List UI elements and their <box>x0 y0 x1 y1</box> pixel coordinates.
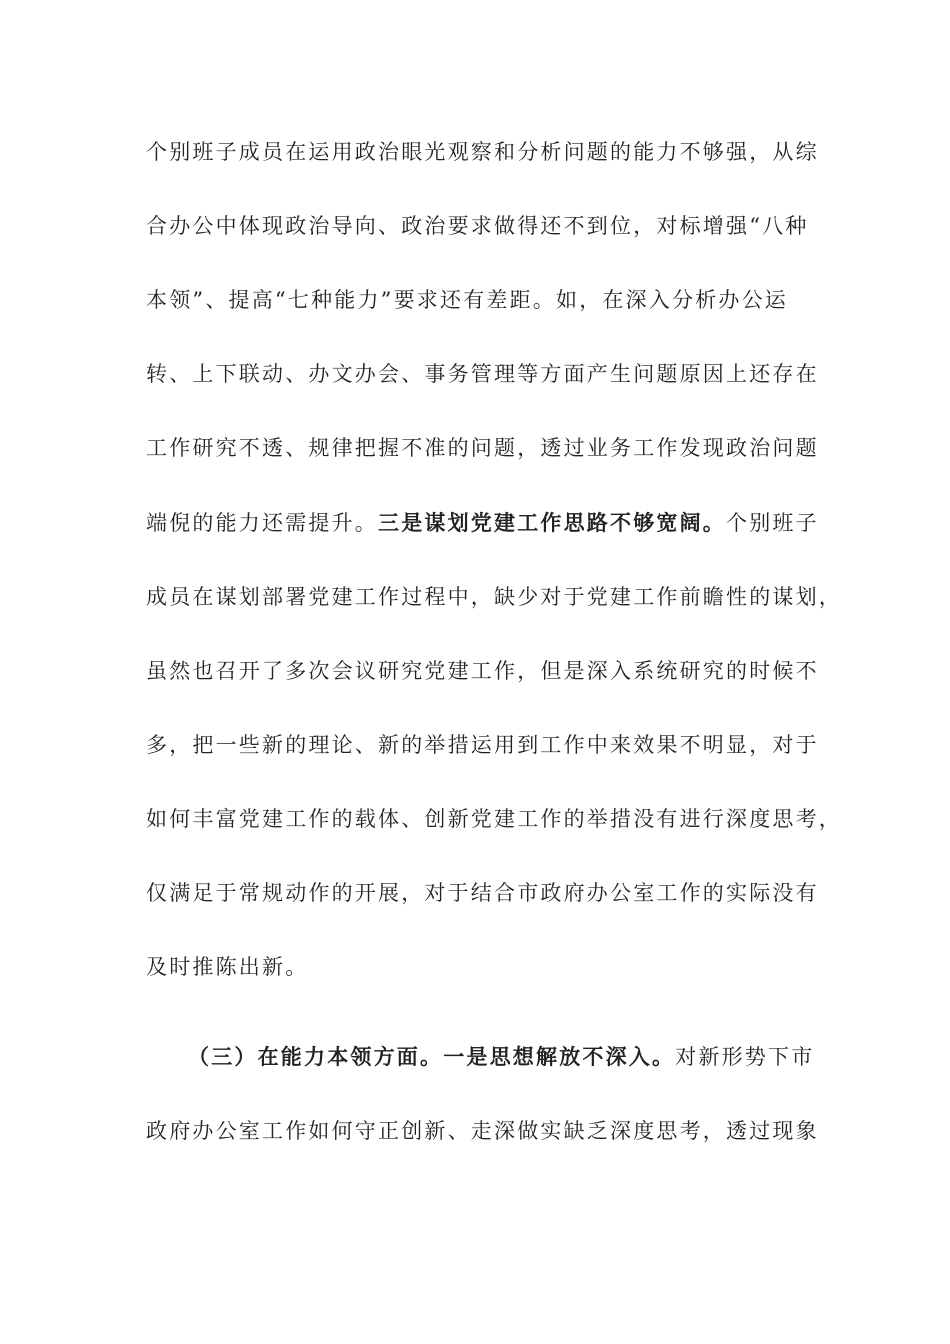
text-line: 仅满足于常规动作的开展，对于结合市政府办公室工作的实际没有 <box>146 881 819 905</box>
text-line: 及时推陈出新。 <box>146 955 309 979</box>
text-segment: 对新形势下市 <box>675 1045 815 1069</box>
section-heading-line <box>188 1042 814 1072</box>
text-segment: 端倪的能力还需提升。 <box>146 511 378 535</box>
text-line: 多，把一些新的理论、新的举措运用到工作中来效果不明显，对于 <box>146 733 819 757</box>
bold-heading-inline: 三是谋划党建工作思路不够宽阔。 <box>378 511 726 535</box>
text-line: 合办公中体现政治导向、政治要求做得还不到位，对标增强“八种 <box>146 214 809 238</box>
text-line-mixed <box>146 508 819 538</box>
text-line: 本领”、提高“七种能力”要求还有差距。如，在深入分析办公运 <box>146 288 789 312</box>
text-line: 虽然也召开了多次会议研究党建工作，但是深入系统研究的时候不 <box>146 659 819 683</box>
text-line: 成员在谋划部署党建工作过程中，缺少对于党建工作前瞻性的谋划， <box>146 585 842 609</box>
text-line: 工作研究不透、规律把握不准的问题，透过业务工作发现政治问题 <box>146 436 819 460</box>
text-line: 个别班子成员在运用政治眼光观察和分析问题的能力不够强，从综 <box>146 140 819 164</box>
text-line: 转、上下联动、办文办会、事务管理等方面产生问题原因上还存在 <box>146 362 819 386</box>
text-line: 政府办公室工作如何守正创新、走深做实缺乏深度思考，透过现象 <box>146 1119 819 1143</box>
text-segment: 个别班子 <box>726 511 819 535</box>
section-heading: （三）在能力本领方面。一是思想解放不深入。 <box>188 1045 676 1069</box>
text-line: 如何丰富党建工作的载体、创新党建工作的举措没有进行深度思考， <box>146 807 842 831</box>
